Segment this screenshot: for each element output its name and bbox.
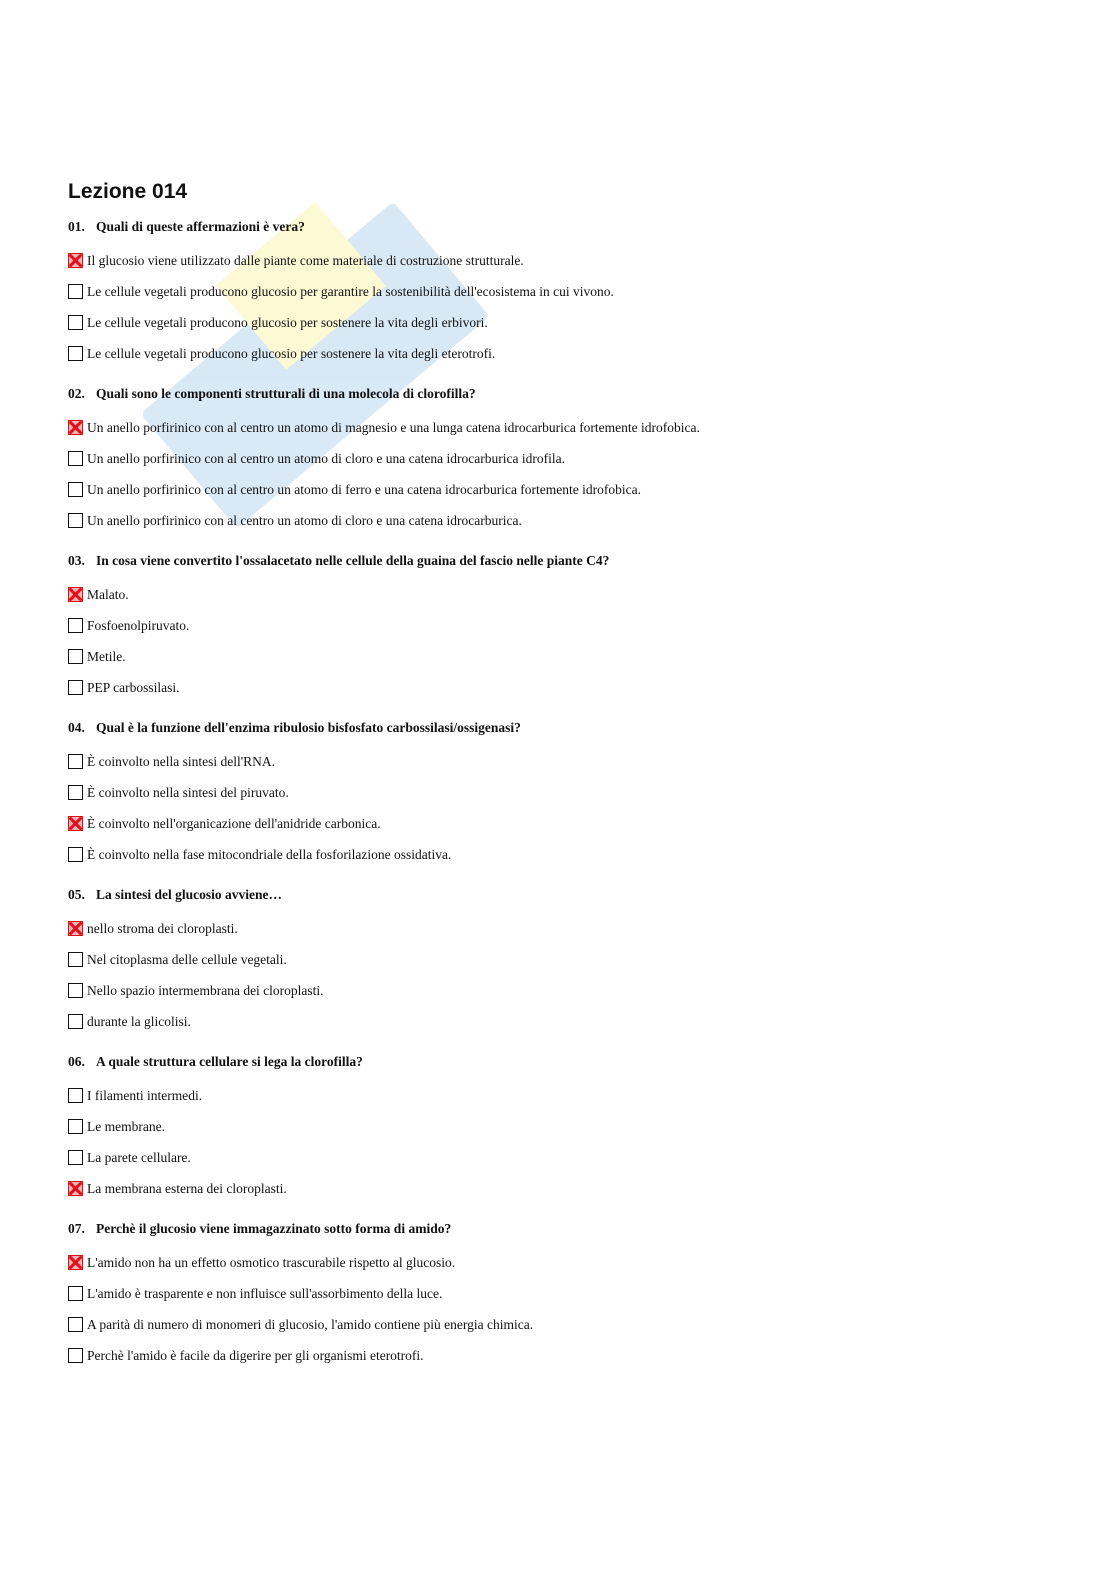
checkbox[interactable] <box>68 346 83 361</box>
answer-option[interactable] <box>68 505 1068 536</box>
answer-option[interactable] <box>68 672 1068 703</box>
question-text <box>68 384 1068 404</box>
checkbox[interactable] <box>68 1317 83 1332</box>
question-number: 05. <box>68 887 85 902</box>
checkbox[interactable] <box>68 1014 83 1029</box>
answer-option[interactable] <box>68 746 1068 777</box>
checkbox[interactable] <box>68 847 83 862</box>
answer-option[interactable] <box>68 1006 1068 1037</box>
answer-option[interactable] <box>68 808 1068 839</box>
checkbox[interactable] <box>68 680 83 695</box>
question-label: Perchè il glucosio viene immagazzinato sotto forma di amido? <box>96 1221 452 1236</box>
question-label: La sintesi del glucosio avviene… <box>96 887 283 902</box>
question-1 <box>68 217 1068 369</box>
checked-checkbox[interactable] <box>68 587 83 602</box>
question-number: 04. <box>68 720 85 735</box>
checked-checkbox[interactable] <box>68 1181 83 1196</box>
question-5 <box>68 885 1068 1037</box>
answer-option[interactable] <box>68 641 1068 672</box>
answer-option[interactable] <box>68 474 1068 505</box>
answer-label: Fosfoenolpiruvato. <box>87 617 190 633</box>
checkbox[interactable] <box>68 1119 83 1134</box>
answer-option[interactable] <box>68 412 1068 443</box>
question-label: Quali di queste affermazioni è vera? <box>96 219 305 234</box>
checkbox[interactable] <box>68 1088 83 1103</box>
answer-label: L'amido non ha un effetto osmotico trascurabile rispetto al glucosio. <box>87 1254 456 1270</box>
question-number: 06. <box>68 1054 85 1069</box>
checkbox[interactable] <box>68 983 83 998</box>
answer-label: Un anello porfirinico con al centro un atomo di cloro e una catena idrocarburica idrofila. <box>87 450 565 466</box>
answer-label: Metile. <box>87 648 126 664</box>
answer-option[interactable] <box>68 913 1068 944</box>
question-label: A quale struttura cellulare si lega la clorofilla? <box>96 1054 363 1069</box>
question-6 <box>68 1052 1068 1204</box>
answer-label: È coinvolto nella sintesi del piruvato. <box>87 784 289 800</box>
checked-checkbox[interactable] <box>68 1255 83 1270</box>
answer-option[interactable] <box>68 579 1068 610</box>
answer-label: Le cellule vegetali producono glucosio per sostenere la vita degli erbivori. <box>87 314 488 330</box>
answer-label: Malato. <box>87 586 129 602</box>
checkbox[interactable] <box>68 618 83 633</box>
checked-checkbox[interactable] <box>68 921 83 936</box>
question-label: Quali sono le componenti strutturali di una molecola di clorofilla? <box>96 386 476 401</box>
answer-label: Le membrane. <box>87 1118 165 1134</box>
answer-option[interactable] <box>68 1173 1068 1204</box>
answer-label: Nello spazio intermembrana dei cloroplasti. <box>87 982 324 998</box>
question-number: 02. <box>68 386 85 401</box>
answer-option[interactable] <box>68 443 1068 474</box>
answer-option[interactable] <box>68 338 1068 369</box>
answer-label: Nel citoplasma delle cellule vegetali. <box>87 951 287 967</box>
question-7 <box>68 1219 1068 1371</box>
question-4 <box>68 718 1068 870</box>
answer-option[interactable] <box>68 276 1068 307</box>
question-text <box>68 1052 1068 1072</box>
answer-label: Perchè l'amido è facile da digerire per gli organismi eterotrofi. <box>87 1347 424 1363</box>
answer-option[interactable] <box>68 777 1068 808</box>
answer-option[interactable] <box>68 1309 1068 1340</box>
question-text <box>68 718 1068 738</box>
answer-label: Un anello porfirinico con al centro un atomo di magnesio e una lunga catena idrocarburica fortemente idrofobica. <box>87 419 700 435</box>
answer-option[interactable] <box>68 245 1068 276</box>
question-label: In cosa viene convertito l'ossalacetato nelle cellule della guaina del fascio nelle piante C4? <box>96 553 610 568</box>
answer-label: Le cellule vegetali producono glucosio per garantire la sostenibilità dell'ecosistema in cui vivono. <box>87 283 614 299</box>
checkbox[interactable] <box>68 1348 83 1363</box>
answer-option[interactable] <box>68 975 1068 1006</box>
question-label: Qual è la funzione dell'enzima ribulosio bisfosfato carbossilasi/ossigenasi? <box>96 720 521 735</box>
checked-checkbox[interactable] <box>68 420 83 435</box>
checkbox[interactable] <box>68 754 83 769</box>
answer-label: nello stroma dei cloroplasti. <box>87 920 238 936</box>
question-text <box>68 551 1068 571</box>
answer-option[interactable] <box>68 1142 1068 1173</box>
answer-label: Un anello porfirinico con al centro un atomo di ferro e una catena idrocarburica fortemente idrofobica. <box>87 481 642 497</box>
answer-option[interactable] <box>68 1080 1068 1111</box>
answer-option[interactable] <box>68 839 1068 870</box>
answer-label: L'amido è trasparente e non influisce sull'assorbimento della luce. <box>87 1285 443 1301</box>
answer-option[interactable] <box>68 307 1068 338</box>
answer-option[interactable] <box>68 1111 1068 1142</box>
answer-label: La membrana esterna dei cloroplasti. <box>87 1180 287 1196</box>
checkbox[interactable] <box>68 1286 83 1301</box>
answer-label: La parete cellulare. <box>87 1149 191 1165</box>
question-text <box>68 217 1068 237</box>
answer-label: È coinvolto nella sintesi dell'RNA. <box>87 753 276 769</box>
question-text <box>68 885 1068 905</box>
checked-checkbox[interactable] <box>68 253 83 268</box>
checkbox[interactable] <box>68 482 83 497</box>
answer-label: Le cellule vegetali producono glucosio per sostenere la vita degli eterotrofi. <box>87 345 496 361</box>
page-title: Lezione 014 <box>68 180 188 203</box>
answer-option[interactable] <box>68 944 1068 975</box>
checkbox[interactable] <box>68 649 83 664</box>
answer-label: È coinvolto nella fase mitocondriale della fosforilazione ossidativa. <box>87 846 452 862</box>
answer-label: PEP carbossilasi. <box>87 679 180 695</box>
question-2 <box>68 384 1068 536</box>
answer-label: durante la glicolisi. <box>87 1013 191 1029</box>
question-number: 03. <box>68 553 85 568</box>
answer-label: È coinvolto nell'organicazione dell'anidride carbonica. <box>87 815 381 831</box>
answer-option[interactable] <box>68 610 1068 641</box>
checkbox[interactable] <box>68 451 83 466</box>
answer-label: I filamenti intermedi. <box>87 1087 203 1103</box>
answer-option[interactable] <box>68 1247 1068 1278</box>
question-number: 01. <box>68 219 85 234</box>
question-number: 07. <box>68 1221 85 1236</box>
answer-option[interactable] <box>68 1278 1068 1309</box>
question-3 <box>68 551 1068 703</box>
checkbox[interactable] <box>68 315 83 330</box>
checkbox[interactable] <box>68 1150 83 1165</box>
question-text <box>68 1219 1068 1239</box>
checkbox[interactable] <box>68 952 83 967</box>
answer-option[interactable] <box>68 1340 1068 1371</box>
answer-label: Un anello porfirinico con al centro un atomo di cloro e una catena idrocarburica. <box>87 512 522 528</box>
checkbox[interactable] <box>68 284 83 299</box>
answer-label: Il glucosio viene utilizzato dalle piante come materiale di costruzione strutturale. <box>87 252 524 268</box>
checkbox[interactable] <box>68 513 83 528</box>
answer-label: A parità di numero di monomeri di glucosio, l'amido contiene più energia chimica. <box>87 1316 534 1332</box>
checkbox[interactable] <box>68 785 83 800</box>
checked-checkbox[interactable] <box>68 816 83 831</box>
